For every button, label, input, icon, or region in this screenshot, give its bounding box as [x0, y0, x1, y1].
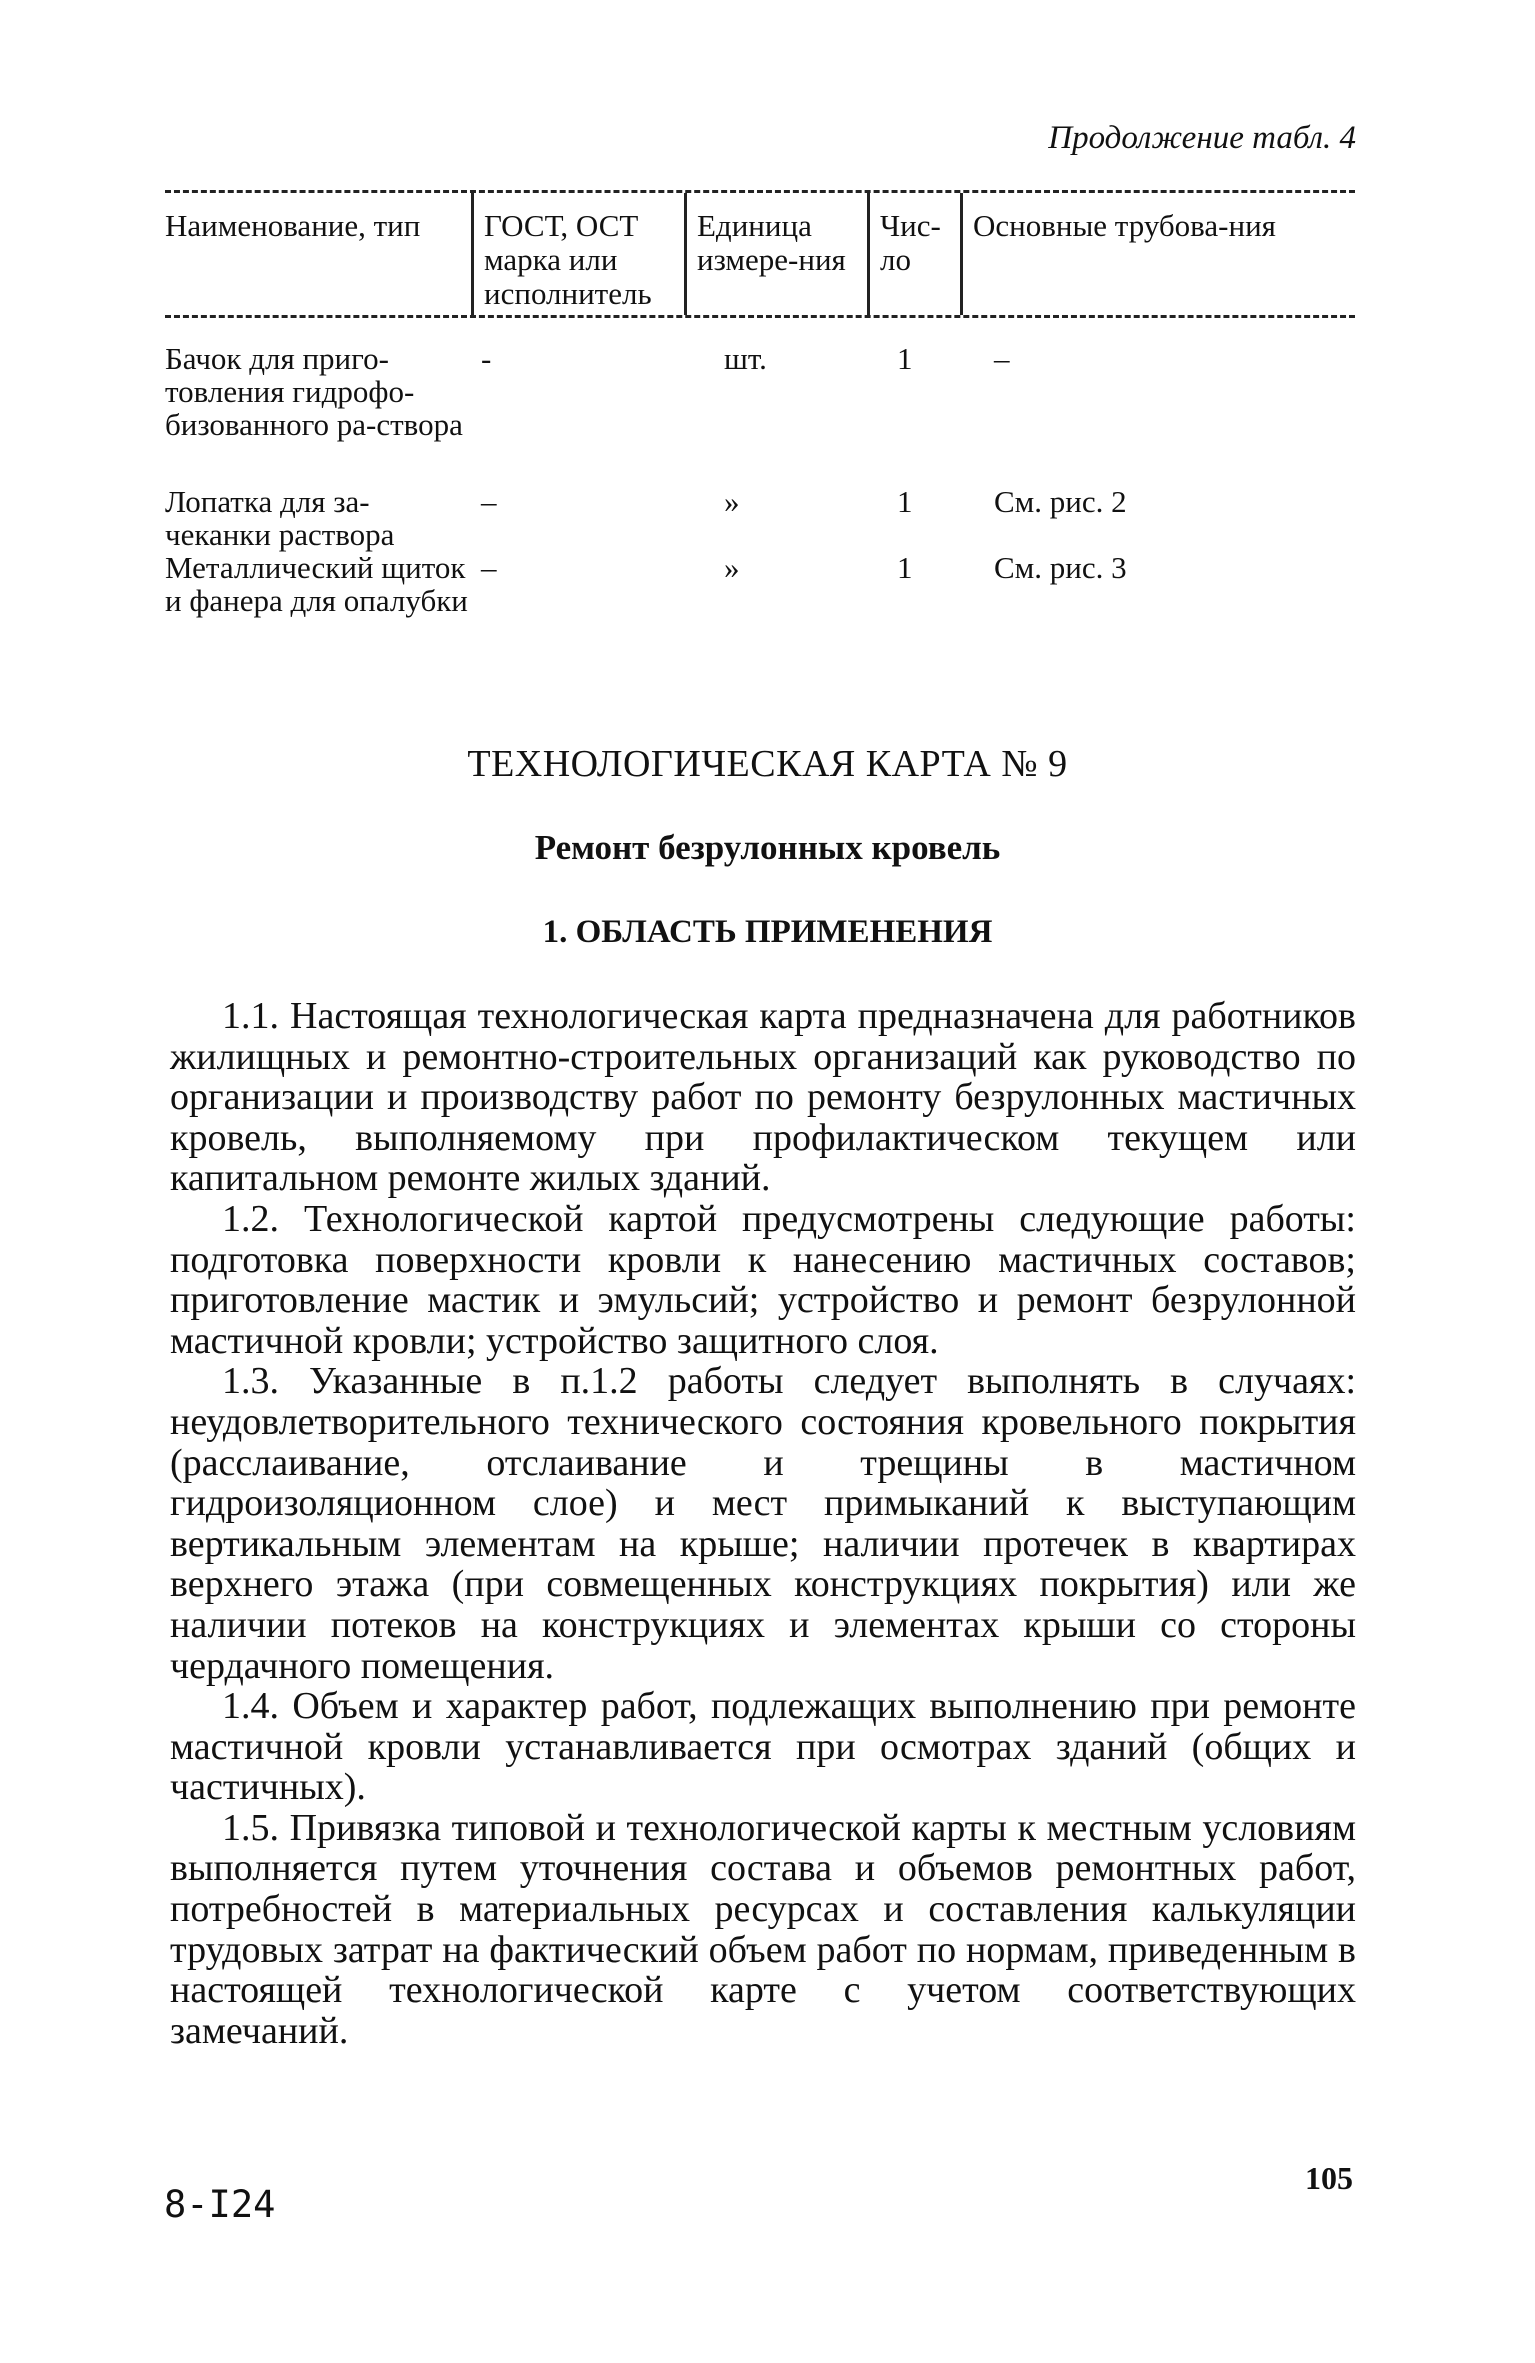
paragraph: 1.1. Настоящая технологическая карта предназначена для работников жилищных и ремонтно-строительных организаций как руководство по организации и производству работ по ремонту безрулонных мастичных кровель, выполняемому при профилактическом текущем или капитальном ремонте жилых зданий. — [170, 995, 1356, 1200]
cell-qty: 1 — [897, 341, 913, 376]
table-header-rule — [165, 315, 1355, 318]
header-qty: Чис-ло — [867, 193, 960, 315]
cell-gost: – — [481, 484, 497, 519]
header-requirements: Основные трубова-ния — [960, 193, 1355, 315]
table-row — [165, 551, 1355, 651]
cell-name: Металлический щиток и фанера для опалубки — [165, 550, 468, 618]
cell-unit: » — [724, 550, 740, 585]
section-heading: 1. ОБЛАСТЬ ПРИМЕНЕНИЯ — [542, 914, 993, 950]
card-title: Ремонт безрулонных кровель — [534, 828, 1001, 867]
cell-qty: 1 — [897, 484, 913, 519]
page-number: 105 — [1305, 2160, 1353, 2196]
cell-gost: - — [481, 341, 492, 376]
cell-unit: » — [724, 484, 740, 519]
header-name: Наименование, тип — [165, 208, 421, 243]
paragraph: 1.4. Объем и характер работ, подлежащих выполнению при ремонте мастичной кровли устанавливается при осмотрах зданий (общих и частичных). — [170, 1685, 1356, 1809]
cell-name: Бачок для приго-товления гидрофо-бизованного ра-створа — [165, 341, 463, 442]
footer-code: 8-I24 — [164, 2183, 276, 2226]
cell-unit: шт. — [724, 341, 767, 376]
body-text — [170, 996, 1356, 2051]
paragraph: 1.5. Привязка типовой и технологической карты к местным условиям выполняется путем уточнения состава и объемов ремонтных работ, потребностей в материальных ресурсах и составления калькуляции трудовых затрат на фактический объем работ по нормам, приведенным в настоящей технологической карте с учетом соответствующих замечаний. — [170, 1806, 1356, 2052]
header-unit: Единица измере-ния — [684, 193, 867, 315]
table-header-row — [165, 193, 1355, 315]
cell-requirements: – — [994, 341, 1010, 376]
cell-requirements: См. рис. 3 — [994, 550, 1127, 585]
table-row — [165, 342, 1355, 485]
table-continuation-label: Продолжение табл. 4 — [1048, 120, 1356, 156]
card-heading: ТЕХНОЛОГИЧЕСКАЯ КАРТА № 9 — [467, 743, 1068, 785]
header-gost: ГОСТ, ОСТ марка или исполнитель — [471, 193, 684, 315]
table-row — [165, 485, 1355, 551]
cell-qty: 1 — [897, 550, 913, 585]
paragraph: 1.3. Указанные в п.1.2 работы следует выполнять в случаях: неудовлетворительного технического состояния кровельного покрытия (расслаивание, отслаивание и трещины в мастичном гидроизоляционном слое) и мест примыканий к выступающим вертикальным элементам на крыше; наличии протечек в квартирах верхнего этажа (при совмещенных конструкциях покрытия) или же наличии потеков на конструкциях и элементах крыши со стороны чердачного помещения. — [170, 1360, 1356, 1687]
paragraph: 1.2. Технологической картой предусмотрены следующие работы: подготовка поверхности кровли к нанесению мастичных составов; приготовление мастик и эмульсий; устройство и ремонт безрулонной мастичной кровли; устройство защитного слоя. — [170, 1197, 1356, 1362]
cell-requirements: См. рис. 2 — [994, 484, 1127, 519]
cell-gost: – — [481, 550, 497, 585]
cell-name: Лопатка для за-чеканки раствора — [165, 484, 395, 552]
equipment-table — [165, 190, 1355, 651]
